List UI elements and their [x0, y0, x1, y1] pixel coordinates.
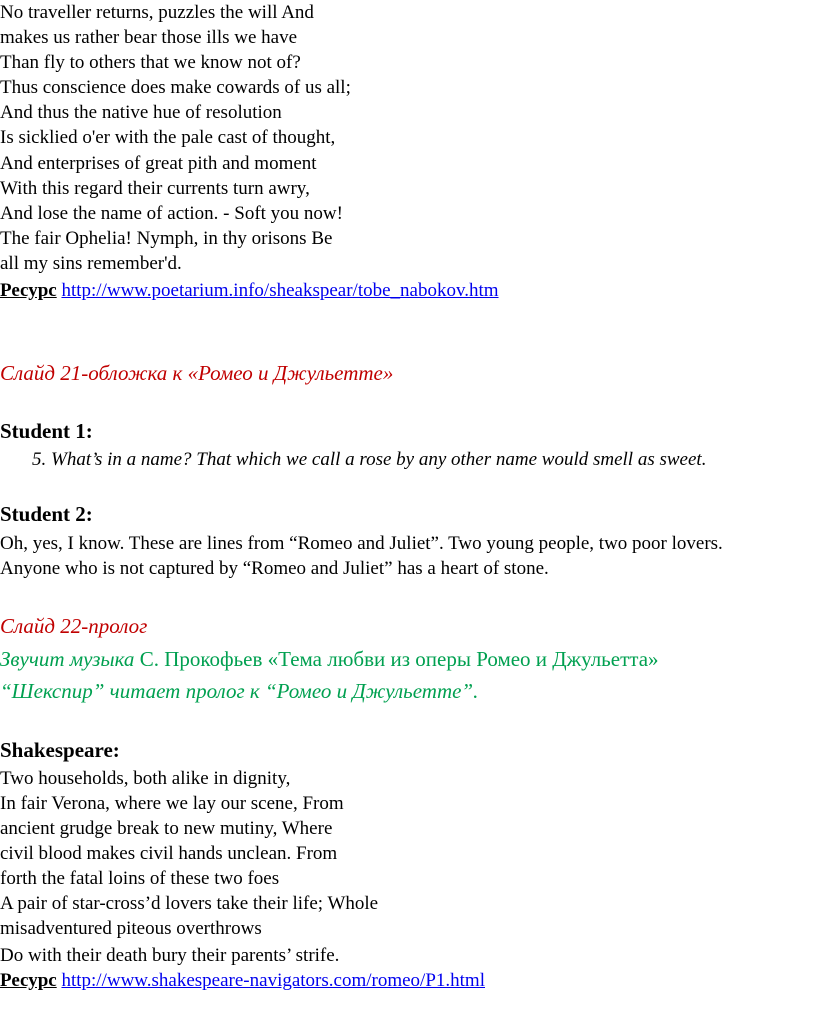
verse-line: Is sicklied o'er with the pale cast of thought, — [0, 127, 336, 148]
student-1-quote: 5. What’s in a name? That which we call a rose by any other name would smell as sweet. — [32, 449, 707, 470]
music-text: С. Прокофьев «Тема любви из оперы Ромео и Джульетта» — [139, 647, 659, 671]
prologue-note: “Шекспир” читает пролог к “Ромео и Джульетте”. — [0, 679, 479, 703]
verse-line: forth the fatal loins of these two foes — [0, 868, 280, 889]
verse-line: civil blood makes civil hands unclean. From — [0, 843, 338, 864]
verse-line: A pair of star-cross’d lovers take their life; Whole — [0, 893, 379, 914]
student-1-label: Student 1: — [0, 419, 93, 443]
slide-22-heading: Слайд 22-пролог — [0, 614, 148, 638]
verse-line: In fair Verona, where we lay our scene, From — [0, 793, 344, 814]
resource-link[interactable]: http://www.poetarium.info/sheakspear/tobe_nabokov.htm — [61, 280, 499, 301]
verse-line: Do with their death bury their parents’ strife. — [0, 945, 340, 966]
shakespeare-label: Shakespeare: — [0, 738, 120, 762]
verse-line: And thus the native hue of resolution — [0, 102, 282, 123]
verse-line: Than fly to others that we know not of? — [0, 52, 301, 73]
verse-line: With this regard their currents turn awry, — [0, 178, 310, 199]
verse-line: And enterprises of great pith and moment — [0, 153, 317, 174]
resource-line — [0, 968, 485, 993]
music-line — [0, 645, 659, 673]
verse-line: Thus conscience does make cowards of us all; — [0, 77, 351, 98]
verse-line: No traveller returns, puzzles the will And — [0, 2, 314, 23]
student-2-label: Student 2: — [0, 502, 93, 526]
verse-line: makes us rather bear those ills we have — [0, 27, 298, 48]
verse-line: And lose the name of action. - Soft you now! — [0, 203, 343, 224]
music-label: Звучит музыка — [0, 647, 135, 671]
verse-line: ancient grudge break to new mutiny, Where — [0, 818, 333, 839]
resource-label: Ресурс — [0, 280, 57, 301]
verse-line: all my sins remember'd. — [0, 253, 182, 274]
slide-21-heading: Слайд 21-обложка к «Ромео и Джульетте» — [0, 361, 394, 385]
verse-line: The fair Ophelia! Nymph, in thy orisons Be — [0, 228, 333, 249]
student-2-line: Oh, yes, I know. These are lines from “Romeo and Juliet”. Two young people, two poor lovers. — [0, 533, 723, 554]
verse-line: misadventured piteous overthrows — [0, 918, 262, 939]
resource-link[interactable]: http://www.shakespeare-navigators.com/romeo/P1.html — [61, 970, 485, 991]
student-2-line: Anyone who is not captured by “Romeo and Juliet” has a heart of stone. — [0, 558, 549, 579]
resource-line — [0, 278, 499, 303]
resource-label: Ресурс — [0, 970, 57, 991]
verse-line: Two households, both alike in dignity, — [0, 768, 291, 789]
